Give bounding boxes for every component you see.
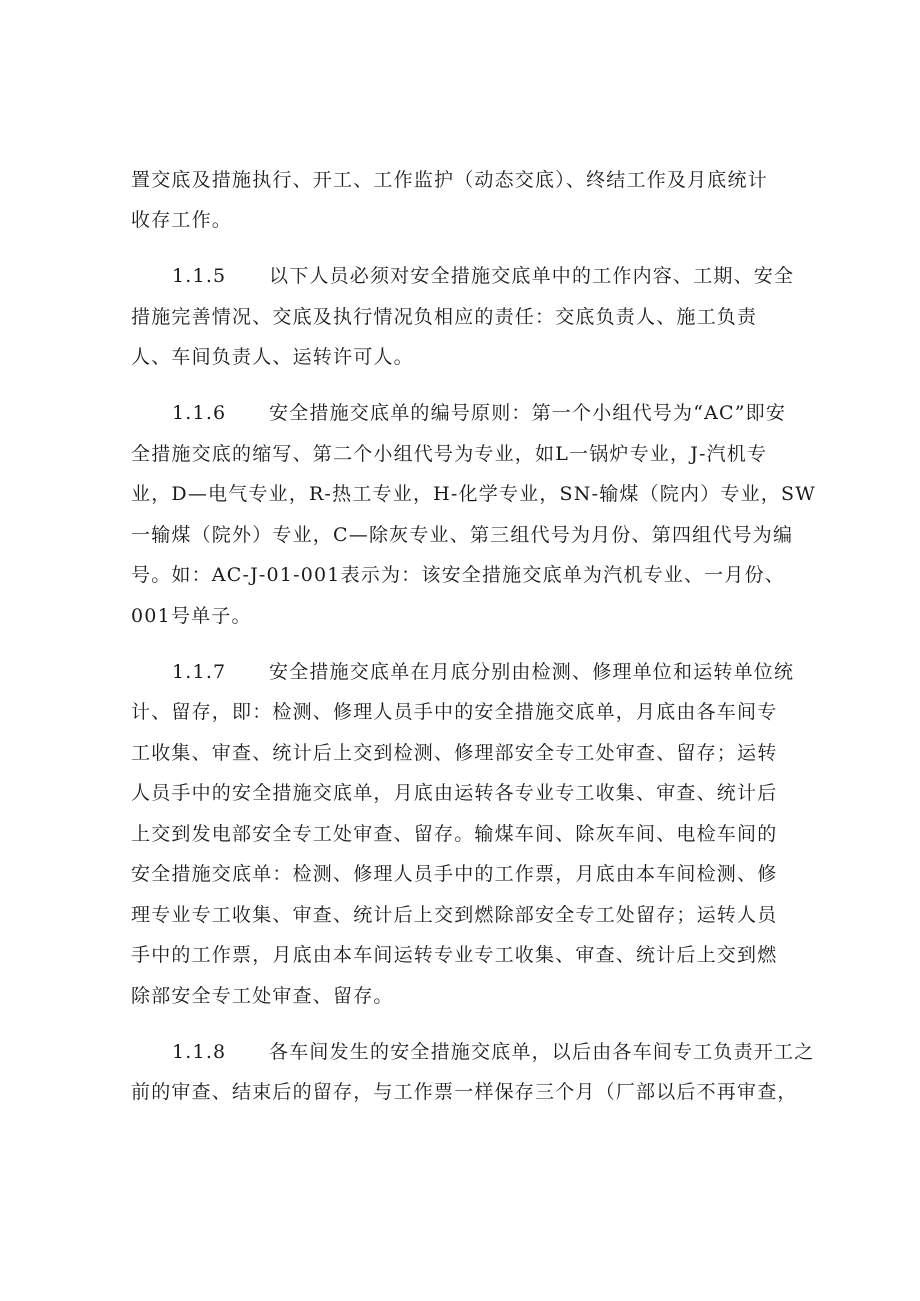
clause-number: 1.1.7 — [172, 661, 227, 683]
text-line: 上交到发电部安全专工处审查、留存。输煤车间、除灰车间、电检车间的 — [131, 823, 778, 845]
text-line: 安全措施交底单在月底分别由检测、修理单位和运转单位统 — [269, 661, 795, 683]
clause-number: 1.1.5 — [172, 265, 227, 287]
clause-number: 1.1.8 — [172, 1041, 227, 1063]
text-line: 措施完善情况、交底及执行情况负相应的责任：交底负责人、施工负责 — [131, 306, 758, 328]
clause-1-1-6-first-line — [172, 401, 786, 425]
text-line: 计、留存，即：检测、修理人员手中的安全措施交底单，月底由各车间专 — [131, 701, 778, 723]
text-line: 以下人员必须对安全措施交底单中的工作内容、工期、安全 — [269, 265, 795, 287]
text-line: 安全措施交底单：检测、修理人员手中的工作票，月底由本车间检测、修 — [131, 863, 778, 885]
text-line: 安全措施交底单的编号原则：第一个小组代号为“AC”即安 — [269, 402, 787, 424]
text-line: 一输煤（院外）专业，C—除灰专业、第三组代号为月份、第四组代号为编 — [131, 524, 794, 546]
clause-1-1-5-first-line — [172, 264, 794, 288]
text-line: 001号单子。 — [131, 605, 252, 627]
text-line: 号。如：AC-J-01-001表示为：该安全措施交底单为汽机专业、一月份、 — [131, 564, 785, 586]
text-line: 手中的工作票，月底由本车间运转专业专工收集、审查、统计后上交到燃 — [131, 944, 778, 966]
clause-number: 1.1.6 — [172, 402, 227, 424]
text-line: 除部安全专工处审查、留存。 — [131, 985, 394, 1007]
text-line: 全措施交底的缩写、第二个小组代号为专业，如L一锅炉专业，J-汽机专 — [131, 443, 768, 465]
text-line: 人员手中的安全措施交底单，月底由运转各专业专工收集、审查、统计后 — [131, 782, 778, 804]
text-line: 各车间发生的安全措施交底单，以后由各车间专工负责开工之 — [269, 1041, 815, 1063]
text-line: 收存工作。 — [131, 209, 233, 231]
text-line: 业，D—电气专业，R-热工专业，H-化学专业，SN-输煤（院内）专业，SW — [131, 483, 816, 505]
text-line: 工收集、审查、统计后上交到检测、修理部安全专工处审查、留存；运转 — [131, 742, 778, 764]
text-line: 置交底及措施执行、开工、工作监护（动态交底）、终结工作及月底统计 — [131, 169, 768, 191]
text-line: 理专业专工收集、审查、统计后上交到燃除部安全专工处留存；运转人员 — [131, 904, 778, 926]
clause-1-1-7-first-line — [172, 660, 794, 684]
clause-1-1-8-first-line — [172, 1040, 814, 1064]
text-line: 人、车间负责人、运转许可人。 — [131, 346, 414, 368]
text-line: 前的审查、结束后的留存，与工作票一样保存三个月（厂部以后不再审查， — [131, 1081, 798, 1103]
